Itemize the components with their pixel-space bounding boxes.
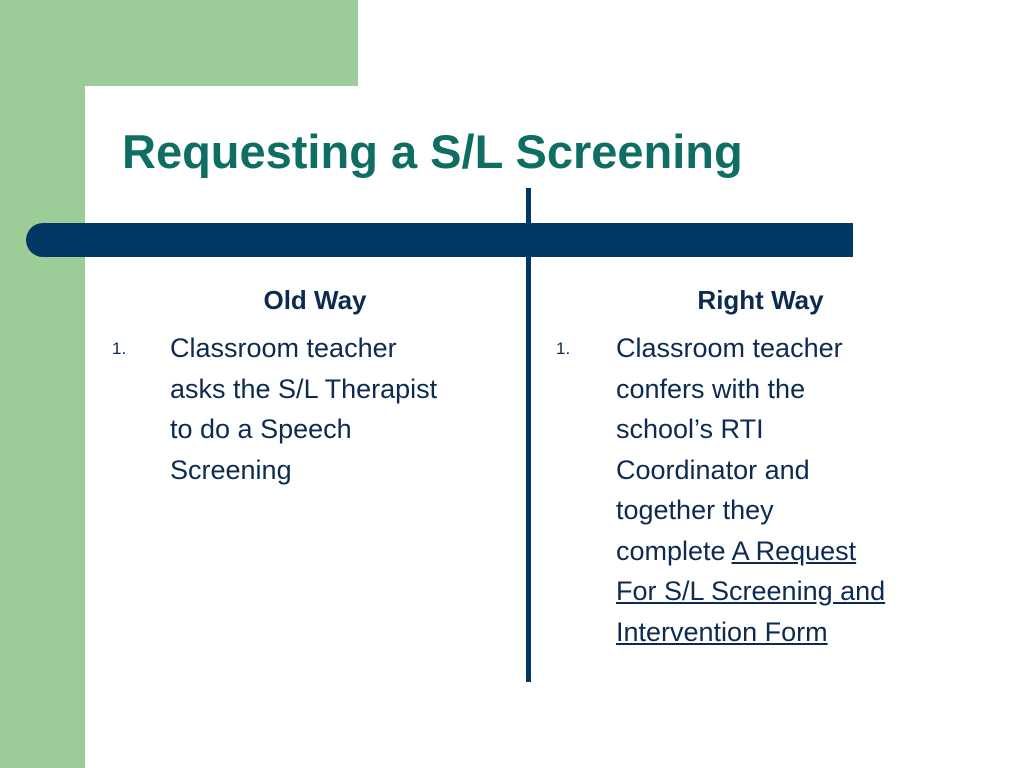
item-line: Screening xyxy=(170,454,292,485)
item-line-with-link xyxy=(616,531,988,572)
list-number: 1. xyxy=(556,339,571,358)
right-way-item xyxy=(548,328,988,652)
item-line: Classroom teacher xyxy=(170,333,397,363)
green-side-band xyxy=(0,0,85,768)
item-line: together they xyxy=(616,495,774,525)
column-divider xyxy=(526,188,531,682)
item-text: complete xyxy=(616,535,732,566)
green-top-band xyxy=(0,0,358,86)
item-line: Coordinator and xyxy=(616,454,810,485)
link-line xyxy=(616,571,988,612)
request-form-link[interactable]: For S/L Screening and xyxy=(616,576,886,606)
old-way-heading: Old Way xyxy=(263,285,367,315)
slide-title: Requesting a S/L Screening xyxy=(122,125,743,178)
item-line: confers with the xyxy=(616,373,806,404)
item-line: to do a Speech xyxy=(170,414,352,444)
request-form-link[interactable]: A Request xyxy=(731,535,857,566)
right-way-column xyxy=(548,280,988,652)
right-way-heading: Right Way xyxy=(697,285,824,315)
item-line: Classroom teacher xyxy=(616,333,843,363)
list-number: 1. xyxy=(112,339,127,358)
link-line xyxy=(616,612,988,653)
request-form-link[interactable]: Intervention Form xyxy=(616,616,828,647)
title-underline-bar xyxy=(26,223,853,257)
old-way-column xyxy=(100,280,520,490)
item-line: school’s RTI xyxy=(616,414,764,444)
item-line: asks the S/L Therapist xyxy=(170,373,438,404)
old-way-item xyxy=(100,328,520,490)
